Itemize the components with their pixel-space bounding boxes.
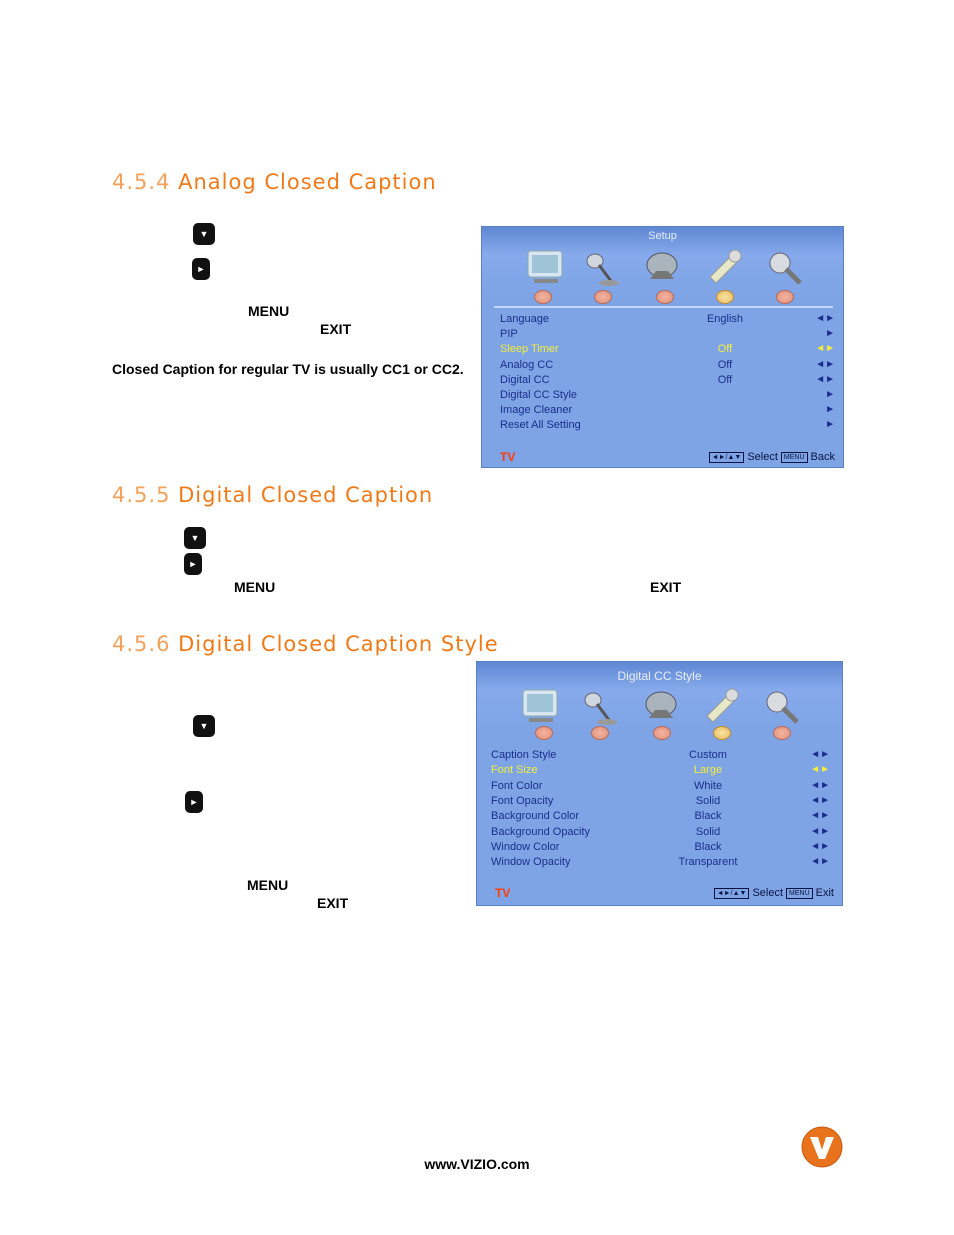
- menu-row[interactable]: [482, 419, 843, 434]
- right-arrow-key-icon: ►: [185, 791, 203, 813]
- footer-hint: [711, 887, 834, 899]
- vizio-logo-icon: [801, 1126, 843, 1168]
- select-hint: Select: [752, 887, 784, 899]
- menu-row-label: Reset All Setting: [500, 419, 581, 432]
- menu-tab-help[interactable]: [776, 290, 794, 304]
- tv-picture-icon: [522, 247, 566, 287]
- section-number: 4.5.6: [112, 632, 171, 656]
- menu-row-label: Font Opacity: [491, 794, 554, 807]
- menu-tab-help[interactable]: [773, 726, 791, 740]
- menu-row-arrow-icon[interactable]: ►: [825, 328, 835, 340]
- menu-row-arrow-icon[interactable]: ◄►: [815, 343, 835, 355]
- tv-picture-icon: [517, 686, 561, 726]
- menu-divider: [494, 306, 833, 308]
- back-hint: Back: [810, 451, 835, 463]
- down-arrow-key-icon: ▼: [193, 223, 215, 245]
- audio-microphone-icon: [579, 247, 623, 287]
- menu-row-arrow-icon[interactable]: ◄►: [815, 313, 835, 324]
- menu-tab-setup[interactable]: [716, 290, 734, 304]
- menu-row-label: Language: [500, 313, 549, 325]
- footer-hint: [706, 451, 835, 463]
- menu-row-label: Caption Style: [491, 749, 557, 761]
- nav-keys-icon: ◄►/▲▼: [714, 888, 750, 899]
- menu-row[interactable]: [477, 780, 842, 795]
- menu-row-arrow-icon[interactable]: ◄►: [810, 794, 830, 806]
- menu-row[interactable]: [477, 795, 842, 810]
- section-heading-digital-cc: [112, 483, 433, 507]
- menu-row-value: Off: [717, 358, 733, 371]
- screen-title: Digital CC Style: [617, 669, 702, 683]
- section-heading-analog-cc: [112, 170, 437, 194]
- wrench-settings-icon: [702, 247, 746, 287]
- section-title: Analog Closed Caption: [178, 170, 437, 194]
- menu-footer: [482, 449, 843, 467]
- menu-row-label: Background Opacity: [491, 825, 591, 838]
- exit-hint: Exit: [815, 887, 834, 899]
- satellite-dish-icon: [640, 247, 684, 287]
- menu-row-value: Black: [694, 810, 722, 823]
- menu-tab-picture[interactable]: [535, 726, 553, 740]
- menu-footer: [477, 885, 842, 905]
- section-title: Digital Closed Caption: [178, 483, 434, 507]
- menu-row-label: Analog CC: [500, 358, 554, 371]
- section-heading-digital-cc-style: [112, 632, 499, 656]
- menu-row-value: Black: [694, 840, 722, 853]
- menu-row-arrow-icon[interactable]: ◄►: [810, 856, 830, 868]
- menu-row[interactable]: [482, 328, 843, 343]
- nav-keys-icon: ◄►/▲▼: [709, 452, 745, 463]
- menu-row[interactable]: [482, 389, 843, 404]
- section-number: 4.5.4: [112, 170, 171, 194]
- source-label: TV: [495, 886, 511, 900]
- menu-row[interactable]: [482, 359, 843, 374]
- closed-caption-note: Closed Caption for regular TV is usually CC1 or CC2.: [112, 361, 464, 377]
- menu-row[interactable]: [477, 810, 842, 825]
- right-arrow-key-icon: ►: [184, 553, 202, 575]
- menu-row-label: Background Color: [491, 810, 580, 823]
- key-help-icon: [761, 686, 805, 726]
- menu-row-label: Window Color: [491, 840, 560, 853]
- menu-row[interactable]: [477, 841, 842, 856]
- menu-row-arrow-icon[interactable]: ◄►: [810, 779, 830, 791]
- key-help-icon: [764, 247, 808, 287]
- screen-title: Setup: [648, 230, 677, 242]
- menu-key-icon: MENU: [786, 888, 813, 899]
- menu-key-label: MENU: [234, 579, 276, 595]
- source-label: TV: [500, 450, 516, 464]
- satellite-dish-icon: [639, 686, 683, 726]
- menu-tab-picture[interactable]: [534, 290, 552, 304]
- menu-key-label: MENU: [247, 877, 289, 893]
- section-title: Digital Closed Caption Style: [178, 632, 499, 656]
- setup-menu-screen: [481, 226, 844, 468]
- menu-tab-setup[interactable]: [713, 726, 731, 740]
- menu-key-icon: MENU: [781, 452, 808, 463]
- menu-row-value: Solid: [695, 825, 721, 838]
- menu-row-label: Window Opacity: [491, 856, 571, 869]
- menu-row-label: Digital CC Style: [500, 389, 578, 401]
- select-hint: Select: [747, 451, 778, 463]
- menu-tab-audio[interactable]: [594, 290, 612, 304]
- menu-row-arrow-icon[interactable]: ◄►: [815, 373, 835, 385]
- menu-row[interactable]: [477, 749, 842, 764]
- menu-row[interactable]: [482, 374, 843, 389]
- menu-tab-channel[interactable]: [656, 290, 674, 304]
- menu-row-label: Digital CC: [500, 373, 550, 386]
- menu-row-value: Off: [717, 343, 733, 356]
- menu-row[interactable]: [477, 856, 842, 871]
- down-arrow-key-icon: ▼: [193, 715, 215, 737]
- menu-row-value: Transparent: [678, 856, 738, 869]
- exit-key-label: EXIT: [320, 321, 352, 337]
- menu-row[interactable]: [477, 764, 842, 779]
- cc-style-menu-screen: [476, 661, 843, 906]
- menu-row-value: Custom: [689, 749, 727, 761]
- menu-row-arrow-icon[interactable]: ►: [825, 419, 835, 431]
- menu-row[interactable]: [482, 404, 843, 419]
- menu-row-arrow-icon[interactable]: ◄►: [815, 358, 835, 370]
- menu-row[interactable]: [477, 826, 842, 841]
- menu-row-arrow-icon[interactable]: ◄►: [810, 810, 830, 822]
- menu-row-label: PIP: [500, 328, 518, 341]
- down-arrow-key-icon: ▼: [184, 527, 206, 549]
- menu-row-label: Font Color: [491, 779, 543, 792]
- menu-row-value: Off: [717, 373, 733, 386]
- menu-tab-channel[interactable]: [653, 726, 671, 740]
- menu-row-value: White: [693, 779, 723, 792]
- exit-key-label: EXIT: [317, 895, 349, 911]
- menu-row[interactable]: [482, 313, 843, 328]
- menu-row-arrow-icon[interactable]: ◄►: [810, 749, 830, 760]
- menu-row-value: Solid: [695, 794, 721, 807]
- audio-microphone-icon: [577, 686, 621, 726]
- wrench-settings-icon: [699, 686, 743, 726]
- menu-tab-audio[interactable]: [591, 726, 609, 740]
- menu-row-value: English: [706, 313, 744, 325]
- right-arrow-key-icon: ►: [192, 258, 210, 280]
- menu-row-label: Image Cleaner: [500, 404, 573, 417]
- menu-row-label: Sleep Timer: [500, 343, 559, 356]
- menu-row-arrow-icon[interactable]: ►: [825, 389, 835, 400]
- menu-row-arrow-icon[interactable]: ◄►: [810, 825, 830, 837]
- menu-row-value: Large: [693, 764, 723, 777]
- website-url: www.VIZIO.com: [424, 1156, 530, 1172]
- menu-row-arrow-icon[interactable]: ◄►: [810, 764, 830, 776]
- menu-row-arrow-icon[interactable]: ◄►: [810, 840, 830, 852]
- section-number: 4.5.5: [112, 483, 171, 507]
- menu-row[interactable]: [482, 343, 843, 358]
- menu-row-label: Font Size: [491, 764, 538, 777]
- menu-row-arrow-icon[interactable]: ►: [825, 404, 835, 416]
- exit-key-label: EXIT: [650, 579, 682, 595]
- menu-key-label: MENU: [248, 303, 290, 319]
